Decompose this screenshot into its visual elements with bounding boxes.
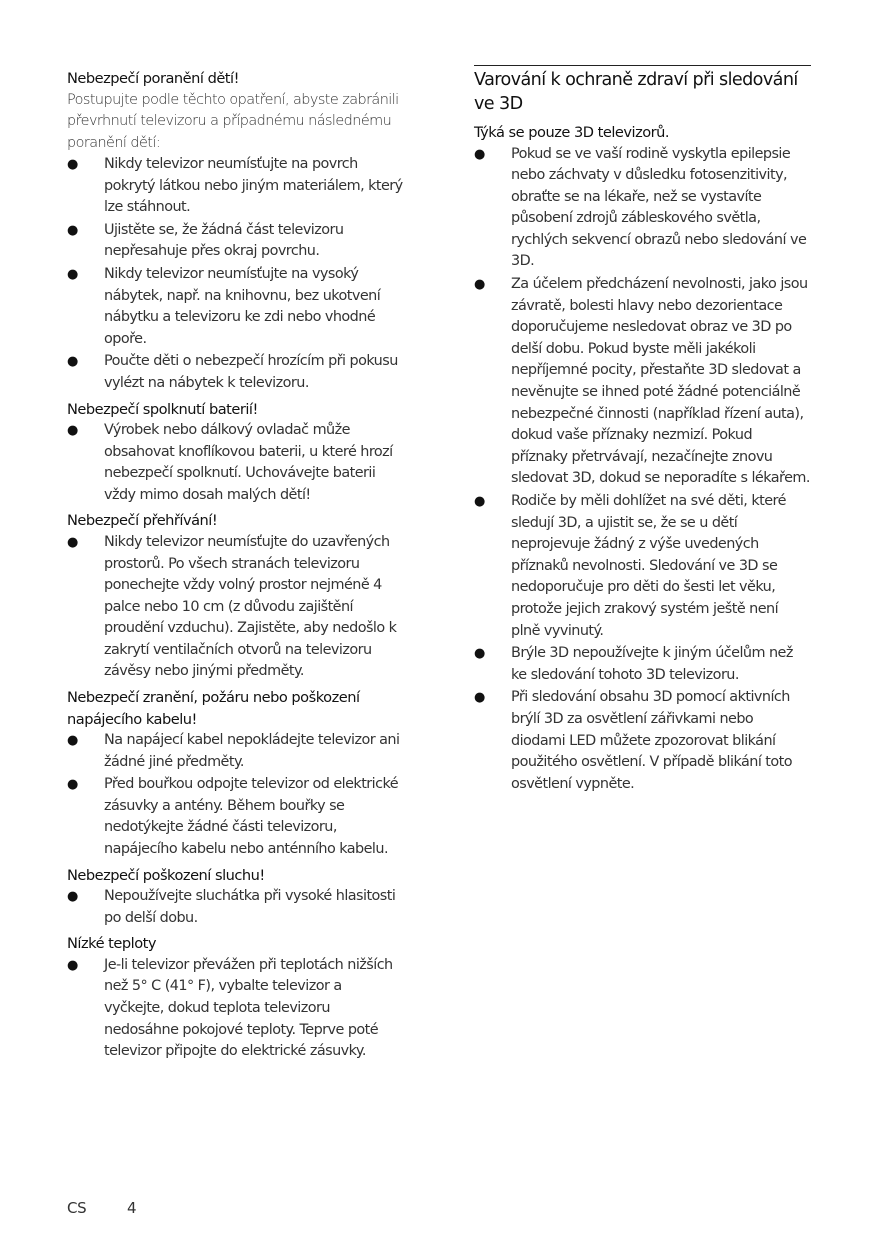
bullet-icon: ● bbox=[67, 423, 78, 439]
list-item: ● Brýle 3D nepoužívejte k jiným účelům než ke sledování tohoto 3D televizoru. bbox=[474, 645, 793, 683]
list-item: ● Před bouřkou odpojte televizor od elektrické zásuvky a antény. Během bouřky se nedotýkejte žádné části televizoru, napájecího kabelu nebo anténního kabelu. bbox=[67, 776, 399, 858]
bullet-list-3d-health bbox=[474, 144, 810, 796]
bullet-list-battery bbox=[67, 420, 403, 506]
bullet-icon: ● bbox=[67, 889, 78, 905]
bullet-icon: ● bbox=[67, 222, 78, 238]
list-item: ● Ujistěte se, že žádná část televizoru nepřesahuje přes okraj povrchu. bbox=[67, 221, 344, 260]
list-item: ● Nikdy televizor neumísťujte do uzavřených prostorů. Po všech stranách televizoru ponechejte vždy volný prostor nejméně 4 palce nebo 10 cm (z důvodu zajištění proudění vzduchu). Zajistěte, aby nedošlo k zakrytí ventilačních otvorů na televizoru závěsy nebo jinými předměty. bbox=[67, 533, 397, 680]
list-item: ● Nikdy televizor neumísťujte na povrch pokrytý látkou nebo jiným materiálem, který lze stáhnout. bbox=[67, 156, 403, 216]
section-heading-battery: Nebezpečí spolknutí baterií! bbox=[67, 400, 258, 418]
section-subheading-3d-only: Týká se pouze 3D televizorů. bbox=[474, 124, 670, 141]
bullet-list-hearing bbox=[67, 886, 403, 929]
bullet-icon: ● bbox=[474, 494, 485, 509]
bullet-icon: ● bbox=[67, 157, 78, 172]
list-item: ● Na napájecí kabel nepokládejte televizor ani žádné jiné předměty. bbox=[67, 732, 400, 770]
section-heading-low-temperature: Nízké teploty bbox=[67, 935, 156, 953]
bullet-list-power-cable bbox=[67, 730, 403, 861]
list-item: ● Je-li televizor převážen při teplotách nižších než 5° C (41° F), vybalte televizor a vyčkejte, dokud teplota televizoru nedosáhne pokojové teploty. Teprve poté televizor připojte do elektrické zásuvky. bbox=[67, 956, 393, 1060]
section-heading-overheating: Nebezpečí přehřívání! bbox=[67, 512, 218, 530]
bullet-icon: ● bbox=[474, 146, 485, 162]
list-item: ● Nikdy televizor neumísťujte na vysoký nábytek, např. na knihovnu, bez ukotvení nábytku a televizoru ke zdi nebo vhodné opoře. bbox=[67, 265, 381, 347]
section-heading-hearing: Nebezpečí poškození sluchu! bbox=[67, 866, 265, 884]
section-heading-power-cable: Nebezpečí zranění, požáru nebo poškození napájecího kabelu! bbox=[67, 689, 360, 728]
list-item: ● Za účelem předcházení nevolnosti, jako jsou závratě, bolesti hlavy nebo dezorientace doporučujeme nesledovat obraz ve 3D po delší dobu. Pokud byste měli jakékoli nepříjemné pocity, přestaňte 3D sledovat a nevěnujte se ihned poté žádné potenciálně nebezpečné činnosti (například řízení auta), dokud vaše příznaky nezmizí. Pokud příznaky přetrvávají, nezačínejte znovu sledovat 3D, dokud se neporadíte s lékařem. bbox=[474, 276, 810, 487]
list-item: ● Při sledování obsahu 3D pomocí aktivních brýlí 3D za osvětlení zářivkami nebo diodami LED můžete zpozorovat blikání použitého osvětlení. V případě blikání toto osvětlení vypněte. bbox=[474, 689, 792, 792]
section-heading-child-injury: Nebezpečí poranění dětí! bbox=[67, 70, 239, 87]
list-item: ● Výrobek nebo dálkový ovladač může obsahovat knoflíkovou baterii, u které hrozí nebezpečí spolknutí. Uchovávejte baterii vždy mimo dosah malých dětí! bbox=[67, 422, 393, 503]
bullet-list-child-injury bbox=[67, 154, 403, 395]
right-column bbox=[474, 64, 810, 798]
list-item: ● Nepoužívejte sluchátka při vysoké hlasitosti po delší dobu. bbox=[67, 888, 396, 926]
list-item: ● Poučte děti o nebezpečí hrozícím při pokusu vylézt na nábytek k televizoru. bbox=[67, 353, 398, 391]
list-item: ● Rodiče by měli dohlížet na své děti, které sledují 3D, a ujistit se, že se u dětí neprojevuje žádný z výše uvedených příznaků nevolnosti. Sledování ve 3D se nedoporučuje pro děti do šesti let věku, protože jejich zrakový systém ještě není plně vyvinutý. bbox=[474, 493, 786, 639]
left-column bbox=[67, 64, 403, 1066]
page-footer bbox=[67, 1199, 136, 1217]
bullet-icon: ● bbox=[474, 690, 485, 706]
bullet-list-overheating bbox=[67, 532, 403, 683]
bullet-list-low-temperature bbox=[67, 955, 403, 1063]
language-code: CS bbox=[67, 1199, 87, 1217]
page-number: 4 bbox=[127, 1199, 137, 1217]
list-item: ● Pokud se ve vaší rodině vyskytla epilepsie nebo záchvaty v důsledku fotosenzitivity, obraťte se na lékaře, než se vystavíte působení zdrojů zábleskového světla, rychlých sekvencí obrazů nebo sledování ve 3D. bbox=[474, 145, 807, 270]
bullet-icon: ● bbox=[67, 354, 78, 370]
section-title-3d-health: Varování k ochraně zdraví při sledování ve 3D bbox=[474, 70, 798, 114]
bullet-icon: ● bbox=[67, 733, 78, 749]
bullet-icon: ● bbox=[67, 777, 78, 793]
bullet-icon: ● bbox=[474, 646, 485, 662]
bullet-icon: ● bbox=[67, 957, 78, 973]
section-intro-child-injury: Postupujte podle těchto opatření, abyste zabránili převrhnutí televizoru a případnému následnému poranění dětí: bbox=[67, 91, 399, 151]
bullet-icon: ● bbox=[67, 266, 78, 282]
bullet-icon: ● bbox=[474, 277, 485, 293]
bullet-icon: ● bbox=[67, 534, 78, 550]
